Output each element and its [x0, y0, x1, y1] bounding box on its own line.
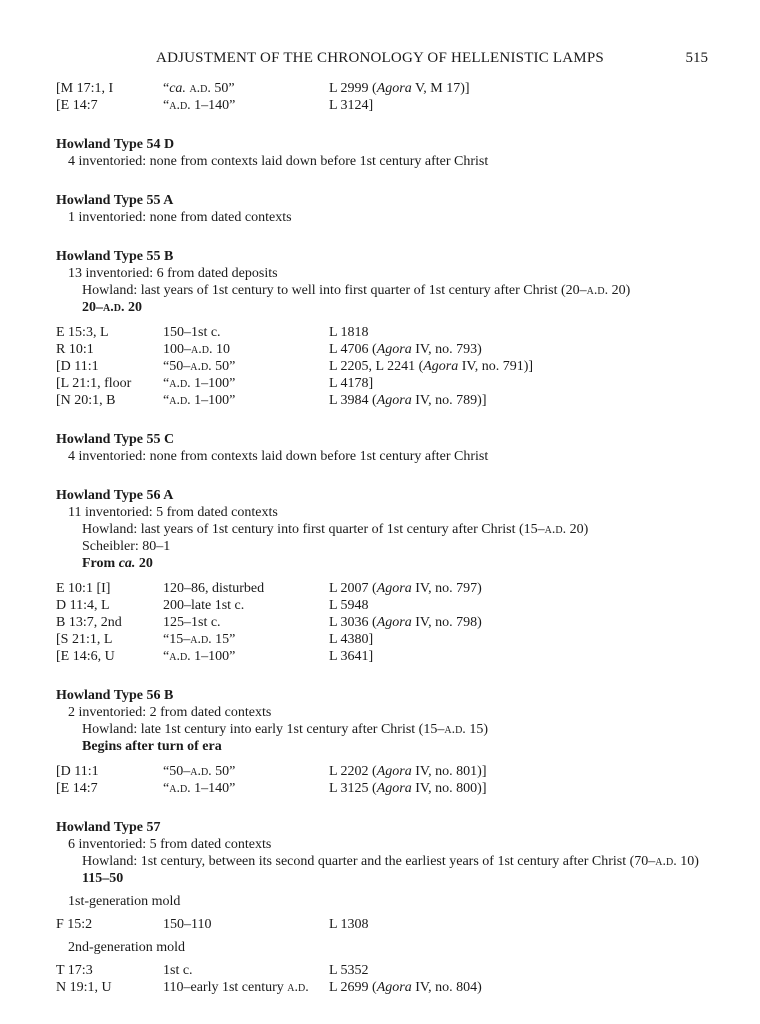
date-summary: 20–a.d. 20 [82, 300, 142, 315]
inventory-line: 13 inventoried: 6 from dated deposits [68, 266, 278, 281]
table-row: [E 14:6, U “a.d. 1–100” L 3641] [56, 649, 374, 664]
table-row: E 10:1 [I] 120–86, disturbed L 2007 (Agora IV, no. 797) [56, 581, 482, 596]
table-row: E 15:3, L 150–1st c. L 1818 [56, 325, 369, 340]
table-row: D 11:4, L 200–late 1st c. L 5948 [56, 598, 369, 613]
howland-line: Howland: last years of 1st century into first quarter of 1st century after Christ (15–a.d. 20) [82, 522, 589, 537]
section-heading: Howland Type 56 B [56, 688, 174, 703]
inventory-line: 4 inventoried: none from contexts laid down before 1st century after Christ [68, 449, 489, 464]
inventory-line: 1 inventoried: none from dated contexts [68, 210, 292, 225]
section-heading: Howland Type 55 C [56, 432, 175, 447]
mold-label: 2nd-generation mold [68, 940, 186, 955]
table-row: [E 14:7 “a.d. 1–140” L 3124] [56, 98, 374, 113]
scheibler-line: Scheibler: 80–1 [82, 539, 171, 554]
section-heading: Howland Type 55 B [56, 249, 174, 264]
table-row: [D 11:1 “50–a.d. 50” L 2202 (Agora IV, no. 801)] [56, 764, 487, 779]
table-row: T 17:3 1st c. L 5352 [56, 963, 369, 978]
page-body [56, 80, 716, 996]
section-heading: Howland Type 55 A [56, 193, 174, 208]
inventory-line: 6 inventoried: 5 from dated contexts [68, 837, 272, 852]
date-summary: 115–50 [82, 871, 124, 886]
inventory-line: 2 inventoried: 2 from dated contexts [68, 705, 272, 720]
running-title: ADJUSTMENT OF THE CHRONOLOGY OF HELLENISTIC LAMPS [156, 50, 604, 66]
section-heading: Howland Type 57 [56, 820, 161, 835]
page-number: 515 [685, 50, 708, 66]
section-heading: Howland Type 56 A [56, 488, 174, 503]
howland-line: Howland: late 1st century into early 1st century after Christ (15–a.d. 15) [82, 722, 488, 737]
table-row: [S 21:1, L “15–a.d. 15” L 4380] [56, 632, 374, 647]
page-header [0, 50, 760, 70]
table-row: [N 20:1, B “a.d. 1–100” L 3984 (Agora IV, no. 789)] [56, 393, 487, 408]
table-row: [E 14:7 “a.d. 1–140” L 3125 (Agora IV, no. 800)] [56, 781, 487, 796]
table-row: [L 21:1, floor “a.d. 1–100” L 4178] [56, 376, 374, 391]
table-row: B 13:7, 2nd 125–1st c. L 3036 (Agora IV, no. 798) [56, 615, 482, 630]
section-heading: Howland Type 54 D [56, 137, 175, 152]
howland-line: Howland: last years of 1st century to well into first quarter of 1st century after Christ (20–a.d. 20) [82, 283, 631, 298]
date-summary: Begins after turn of era [82, 739, 222, 754]
table-row: R 10:1 100–a.d. 10 L 4706 (Agora IV, no. 793) [56, 342, 482, 357]
howland-line: Howland: 1st century, between its second quarter and the earliest years of 1st century after Christ (70–a.d. 10) [82, 854, 699, 869]
inventory-line: 4 inventoried: none from contexts laid down before 1st century after Christ [68, 154, 489, 169]
inventory-line: 11 inventoried: 5 from dated contexts [68, 505, 278, 520]
table-row: [M 17:1, I “ca. a.d. 50” L 2999 (Agora V, M 17)] [56, 81, 470, 96]
table-row: [D 11:1 “50–a.d. 50” L 2205, L 2241 (Agora IV, no. 791)] [56, 359, 534, 374]
table-row: F 15:2 150–110 L 1308 [56, 917, 369, 932]
mold-label: 1st-generation mold [68, 894, 181, 909]
table-row: N 19:1, U 110–early 1st century a.d. L 2699 (Agora IV, no. 804) [56, 980, 482, 995]
date-summary: From ca. 20 [82, 556, 153, 571]
